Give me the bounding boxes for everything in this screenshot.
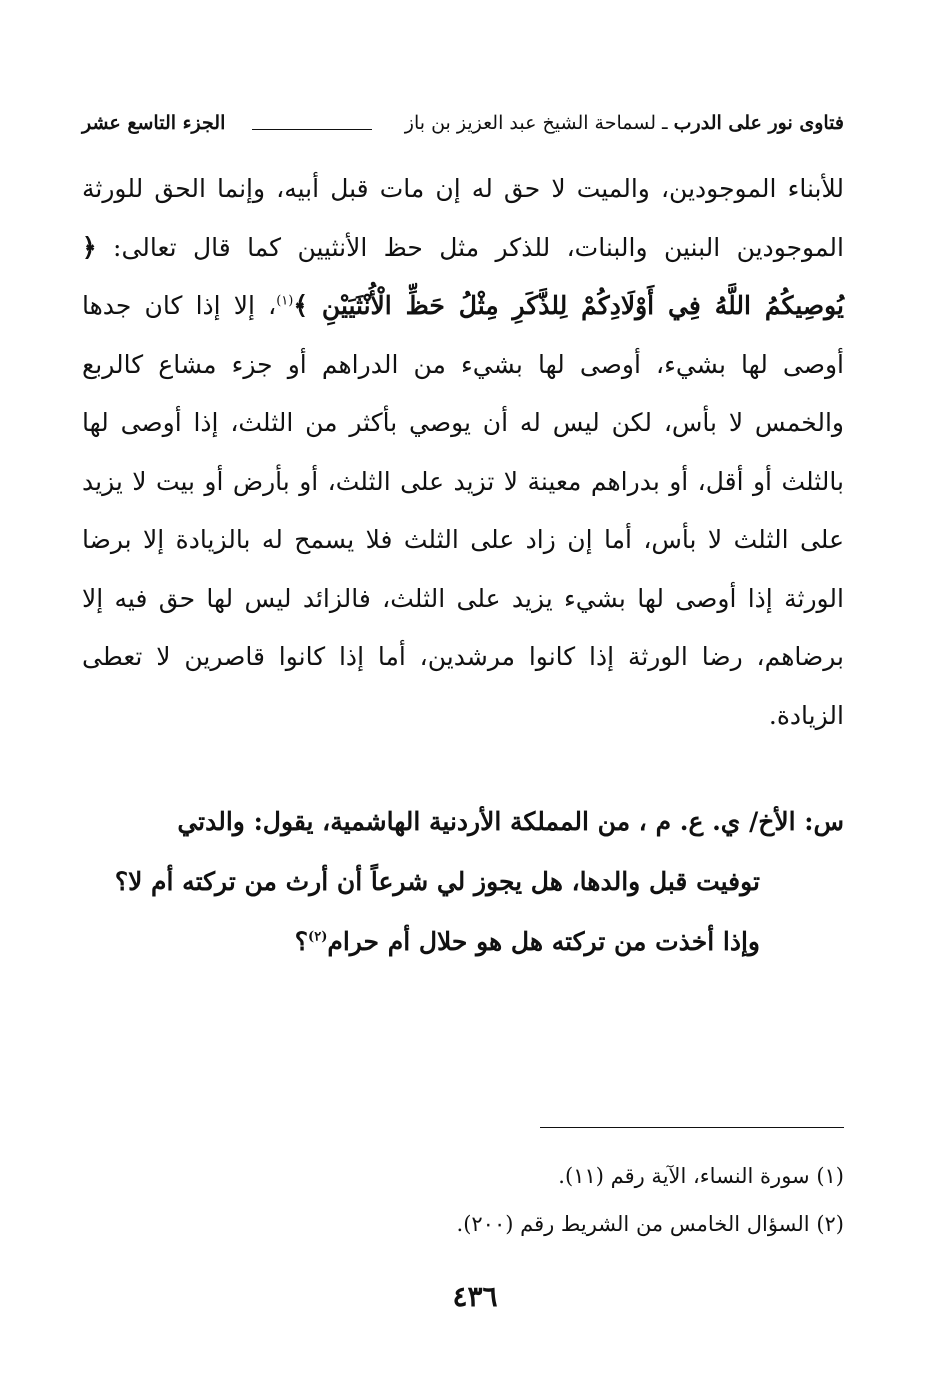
- page-number: ٤٣٦: [452, 1280, 498, 1313]
- answer-paragraph: [82, 160, 844, 745]
- footnote-1: (١) سورة النساء، الآية رقم (١١).: [558, 1164, 844, 1188]
- answer-text-start: للأبناء الموجودين، والميت لا حق له إن مات قبل أبيه، وإنما الحق للورثة الموجودين البنين والبنات، للذكر مثل حظ الأنثيين كما قال تعالى:: [82, 174, 844, 262]
- question-line-3: [82, 912, 844, 972]
- question-line-3-text: وإذا أخذت من تركته هل هو حلال أم حرام: [327, 927, 760, 956]
- header-part: الجزء التاسع عشر: [82, 112, 226, 134]
- answer-text-rest: ، إلا إذا كان جدها أوصى لها بشيء، أوصى لها بشيء من الدراهم أو جزء مشاع كالربع والخمس لا بأس، لكن ليس له أن يوصي بأكثر من الثلث، إذا أوصى لها بالثلث أو أقل، أو بدراهم معينة لا تزيد على الثلث، أو بأرض أو بيت لا يزيد على الثلث لا بأس، أما إن زاد على الثلث فلا يسمح له بالزيادة إلا برضا الورثة إذا أوصى لها بشيء يزيد على الثلث، فالزائد ليس لها حق فيه إلا برضاهم، رضا الورثة إذا كانوا مرشدين، أما إذا كانوا قاصرين لا تعطى الزيادة.: [82, 291, 844, 730]
- header-author: ـ لسماحة الشيخ عبد العزيز بن باز: [404, 112, 668, 134]
- quran-verse: ﴿ يُوصِيكُمُ اللَّهُ فِي أَوْلَادِكُمْ لِلذَّكَرِ مِثْلُ حَظِّ الْأُنْثَيَيْنِ ﴾: [82, 232, 844, 320]
- header-book-info: [405, 112, 844, 134]
- footnote-separator: [540, 1127, 844, 1128]
- question-line-1: س: الأخ/ ي. ع. م ، من المملكة الأردنية الهاشمية، يقول: والدتي: [177, 807, 844, 836]
- footnotes: [300, 1152, 844, 1248]
- footnote-2: (٢) السؤال الخامس من الشريط رقم (٢٠٠).: [456, 1212, 844, 1236]
- question-block: [82, 792, 844, 972]
- running-header: [82, 112, 844, 148]
- question-line-2: توفيت قبل والدها، هل يجوز لي شرعاً أن أرث من تركته أم لا؟: [114, 867, 760, 896]
- footnote-ref-2: (٢): [308, 929, 328, 945]
- header-rule: [252, 129, 372, 130]
- question-mark: ؟: [294, 927, 309, 956]
- footnote-ref-1: (١): [276, 293, 294, 309]
- header-book-title: فتاوى نور على الدرب: [673, 112, 844, 134]
- answer-text: [82, 160, 844, 745]
